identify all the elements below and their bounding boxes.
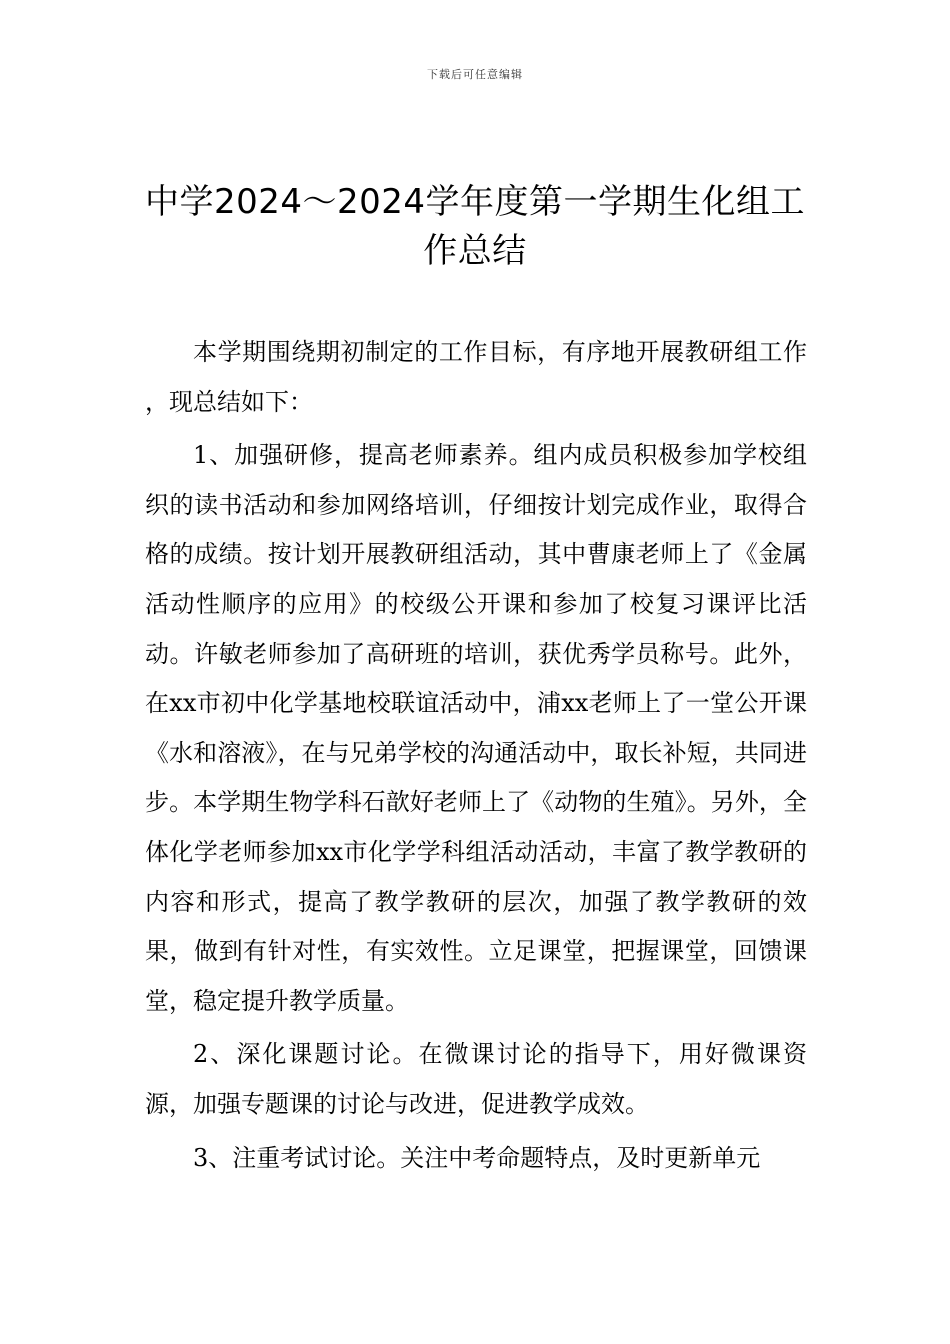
paragraph-item-2: 2、深化课题讨论。在微课讨论的指导下，用好微课资源，加强专题课的讨论与改进，促进教学成效。	[145, 1040, 807, 1118]
header-note: 下载后可任意编辑	[427, 68, 523, 81]
paragraph-item-1: 1、加强研修，提高老师素养。组内成员积极参加学校组织的读书活动和参加网络培训，仔细按计划完成作业，取得合格的成绩。按计划开展教研组活动，其中曹康老师上了《金属活动性顺序的应用》的校级公开课和参加了校复习课评比活动。许敏老师参加了高研班的培训，获优秀学员称号。此外，在xx市初中化学基地校联谊活动中，浦xx老师上了一堂公开课《水和溶液》，在与兄弟学校的沟通活动中，取长补短，共同进步。本学期生物学科石歆好老师上了《动物的生殖》。另外，全体化学老师参加xx市化学学科组活动活动，丰富了教学教研的内容和形式，提高了教学教研的层次，加强了教学教研的效果，做到有针对性，有实效性。立足课堂，把握课堂，回馈课堂，稳定提升教学质量。	[145, 441, 807, 1015]
paragraph-item-3: 3、注重考试讨论。关注中考命题特点，及时更新单元	[193, 1143, 761, 1172]
paragraph-intro: 本学期围绕期初制定的工作目标，有序地开展教研组工作 ，现总结如下：	[145, 338, 807, 416]
document-title: 中学2024～2024学年度第一学期生化组工作总结	[144, 182, 806, 271]
document-body	[145, 328, 807, 1183]
